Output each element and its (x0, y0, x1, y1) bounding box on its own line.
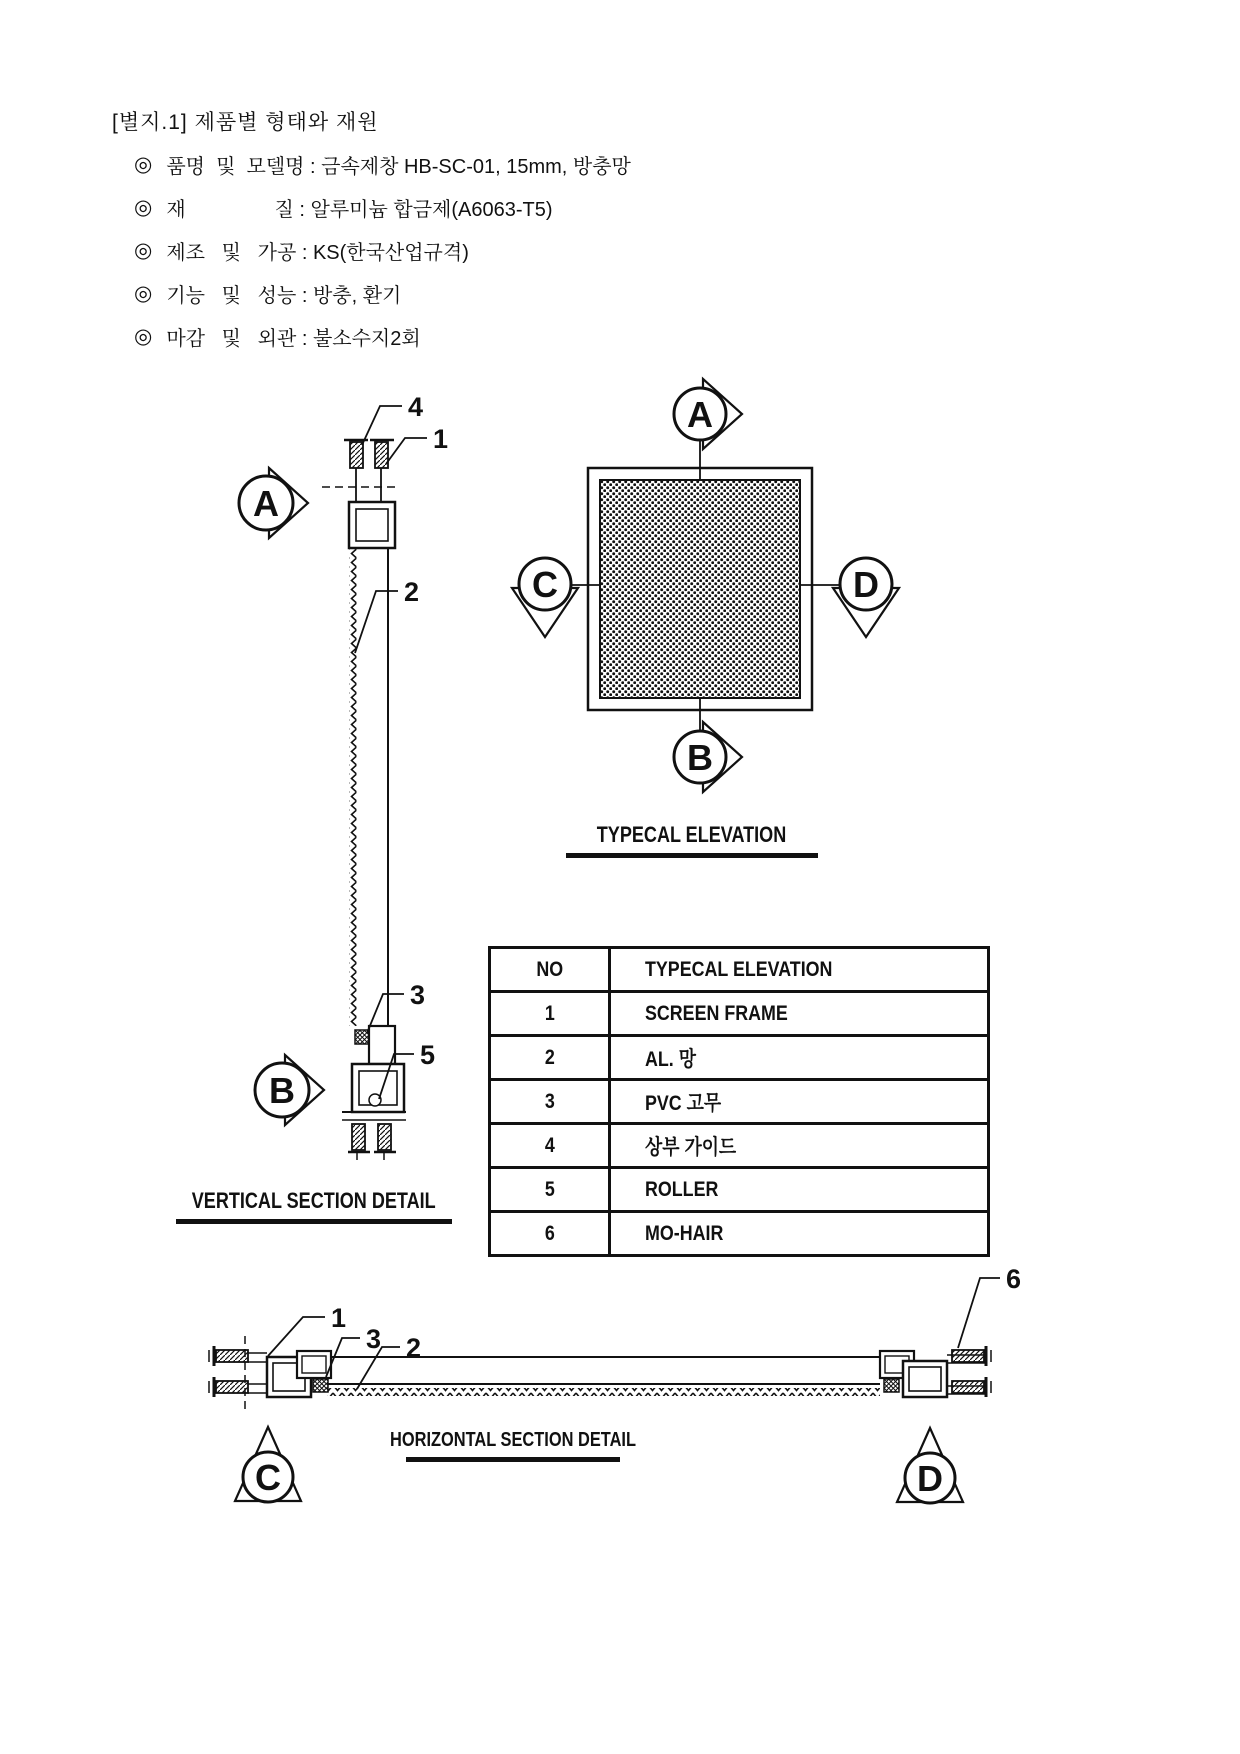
table-row (490, 1124, 989, 1168)
top-guide-clip-hatch (350, 442, 363, 468)
vertical-section-drawing (239, 392, 448, 1160)
bottom-rail-clip-hatch (352, 1124, 365, 1150)
mohair-clip-hatch (952, 1381, 984, 1393)
section-marker-c (512, 558, 578, 637)
row-name: PVC 고무 (610, 1080, 989, 1124)
callout-1-screen-frame: 1 (331, 1303, 347, 1333)
bullet-icon: ◎ (134, 196, 153, 219)
callout-3-pvc-rubber: 3 (366, 1324, 382, 1354)
marker-letter: B (687, 737, 713, 778)
callout-2-al-mesh: 2 (406, 1333, 422, 1363)
mohair-clip-hatch (952, 1350, 984, 1362)
spec-text: 마감 및 외관 : 불소수지2회 (166, 328, 421, 350)
mesh-zigzag-edge (327, 1388, 880, 1396)
marker-letter: D (917, 1458, 943, 1499)
elevation-drawing (512, 379, 899, 792)
callout-1-screen-frame: 1 (433, 424, 449, 454)
section-marker-b (674, 722, 742, 792)
section-marker-a (239, 468, 308, 538)
table-header-row (490, 948, 989, 992)
section-marker-b (255, 1055, 324, 1125)
mesh-zigzag-edge (350, 548, 357, 1026)
row-name: MO-HAIR (610, 1212, 989, 1256)
row-name: 상부 가이드 (610, 1124, 989, 1168)
horizontal-section-drawing (209, 1264, 1021, 1503)
section-marker-d (897, 1428, 963, 1503)
row-no: 6 (490, 1212, 610, 1256)
row-no: 3 (490, 1080, 610, 1124)
table-row (490, 1036, 989, 1080)
table-row (490, 1212, 989, 1256)
header-no: NO (490, 948, 610, 992)
header-title: TYPECAL ELEVATION (610, 948, 989, 992)
callout-3-pvc-rubber: 3 (410, 980, 426, 1010)
pvc-rubber-block (884, 1379, 899, 1392)
marker-letter: A (687, 394, 713, 435)
bullet-icon: ◎ (134, 325, 153, 348)
row-no: 1 (490, 992, 610, 1036)
callout-2-al-mesh: 2 (404, 577, 420, 607)
bullet-icon: ◎ (134, 282, 153, 305)
marker-letter: A (253, 483, 279, 524)
bullet-icon: ◎ (134, 239, 153, 262)
marker-letter: C (532, 564, 558, 605)
section-marker-d (833, 558, 899, 637)
bottom-rail-clip-hatch (378, 1124, 391, 1150)
top-guide-clip-hatch (375, 442, 388, 468)
callout-6-mohair: 6 (1006, 1264, 1022, 1294)
spec-text: 품명 및 모델명 : 금속제창 HB-SC-01, 15mm, 방충망 (166, 156, 631, 178)
callout-5-roller: 5 (420, 1040, 436, 1070)
elevation-title (566, 820, 818, 858)
table-row (490, 992, 989, 1036)
vertical-section-title-text: VERTICAL SECTION DETAIL (192, 1188, 436, 1213)
row-no: 4 (490, 1124, 610, 1168)
page-title: [별지.1] 제품별 형태와 재원 (112, 111, 379, 134)
parts-table (488, 946, 990, 1257)
vertical-section-title (176, 1186, 452, 1224)
screen-mesh-panel (600, 480, 800, 698)
spec-text: 재 질 : 알루미늄 합금제(A6063-T5) (166, 199, 553, 221)
section-marker-a (674, 379, 742, 449)
row-no: 5 (490, 1168, 610, 1212)
mohair-clip-hatch (216, 1381, 248, 1393)
row-name: SCREEN FRAME (610, 992, 989, 1036)
spec-text: 제조 및 가공 : KS(한국산업규격) (166, 242, 469, 264)
row-name: AL. 망 (610, 1036, 989, 1080)
bullet-icon: ◎ (134, 153, 153, 176)
row-name: ROLLER (610, 1168, 989, 1212)
marker-letter: D (853, 564, 879, 605)
table-row (490, 1168, 989, 1212)
marker-letter: C (255, 1457, 281, 1498)
mohair-clip-hatch (216, 1350, 248, 1362)
marker-letter: B (269, 1070, 295, 1111)
horizontal-section-title (390, 1424, 636, 1462)
pvc-rubber-block (313, 1379, 328, 1392)
row-no: 2 (490, 1036, 610, 1080)
horizontal-section-title-text: HORIZONTAL SECTION DETAIL (390, 1429, 636, 1451)
table-row (490, 1080, 989, 1124)
callout-4-top-guide: 4 (408, 392, 424, 422)
elevation-title-text: TYPECAL ELEVATION (597, 822, 787, 847)
section-marker-c (235, 1427, 301, 1502)
spec-text: 기능 및 성능 : 방충, 환기 (166, 285, 402, 307)
